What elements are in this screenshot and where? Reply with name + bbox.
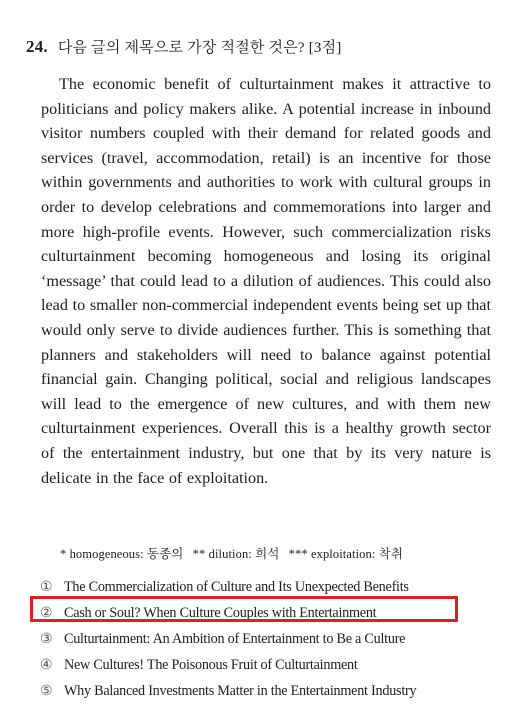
question-number: 24. xyxy=(26,37,48,56)
option-text: The Commercialization of Culture and Its Unexpected Benefits xyxy=(64,579,409,595)
option-3[interactable] xyxy=(40,626,500,652)
passage-text: The economic benefit of culturtainment makes it attractive to politicians and policy makers alike. A potential increase in inbound visitor numbers coupled with their demand for related goods and services (travel, accommodation, retail) is an incentive for those within governments and authorities to work with cultural groups in order to develop celebrations and commemorations into larger and more high-profile events. However, such commercialization risks culturtainment becoming homogeneous and losing its original ‘message’ that could lead to a dilution of audiences. This could also lead to smaller non-commercial independent events being set up that would only serve to divide audiences further. This is something that planners and stakeholders will need to balance against potential financial gain. Changing political, social and religious landscapes will lead to the emergence of new cultures, and with them new culturtainment experiences. Overall this is a healthy growth sector of the entertainment industry, but one that by its very nature is delicate in the face of exploitation. xyxy=(41,75,491,487)
option-marker: ④ xyxy=(40,658,53,673)
answer-options xyxy=(40,574,500,704)
option-marker: ⑤ xyxy=(40,684,53,699)
footnotes xyxy=(60,544,500,562)
option-5[interactable] xyxy=(40,678,500,704)
question-header xyxy=(26,36,506,57)
option-marker: ① xyxy=(40,580,53,595)
option-text: Why Balanced Investments Matter in the Entertainment Industry xyxy=(64,683,417,699)
footnote-exploitation: *** exploitation: 착취 xyxy=(288,547,404,561)
option-marker: ② xyxy=(40,606,53,621)
footnote-homogeneous: * homogeneous: 동종의 xyxy=(60,547,184,561)
option-4[interactable] xyxy=(40,652,500,678)
option-text: Cash or Soul? When Culture Couples with Entertainment xyxy=(64,605,377,621)
option-text: Culturtainment: An Ambition of Entertainment to Be a Culture xyxy=(64,631,406,647)
footnote-dilution: ** dilution: 희석 xyxy=(192,547,280,561)
selected-answer-highlight xyxy=(30,596,458,622)
question-prompt: 다음 글의 제목으로 가장 적절한 것은? [3점] xyxy=(57,40,342,56)
option-text: New Cultures! The Poisonous Fruit of Culturtainment xyxy=(64,657,358,673)
option-marker: ③ xyxy=(40,632,53,647)
